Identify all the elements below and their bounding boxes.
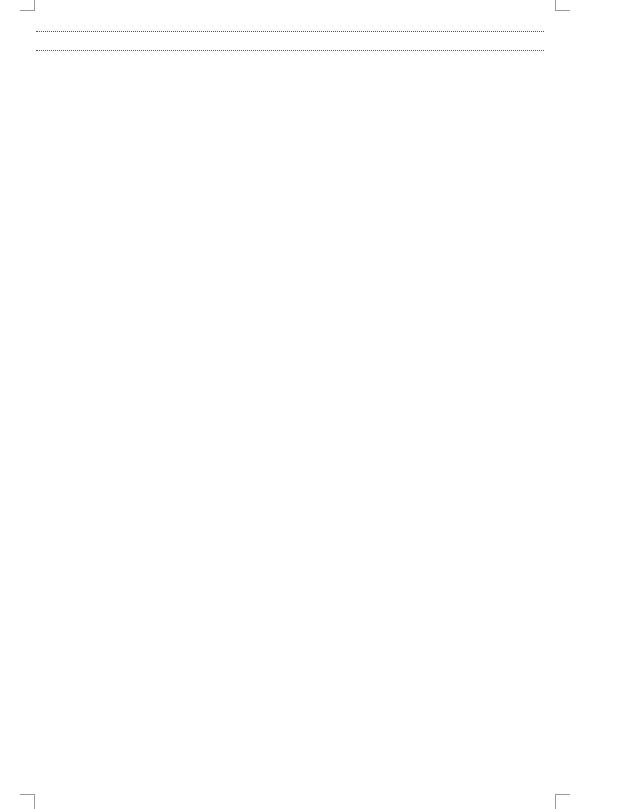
page-corner-mark — [555, 0, 570, 11]
toc-spacer — [34, 13, 546, 31]
table-of-contents — [34, 13, 546, 69]
page-corner-mark — [20, 0, 35, 11]
toc-leader-dots — [36, 50, 544, 51]
page-corner-mark — [20, 794, 35, 809]
toc-leader-dots — [36, 31, 544, 32]
toc-part-heading[interactable] — [34, 31, 546, 50]
toc-part-subtitle[interactable] — [34, 50, 546, 69]
page-corner-mark — [555, 794, 570, 809]
